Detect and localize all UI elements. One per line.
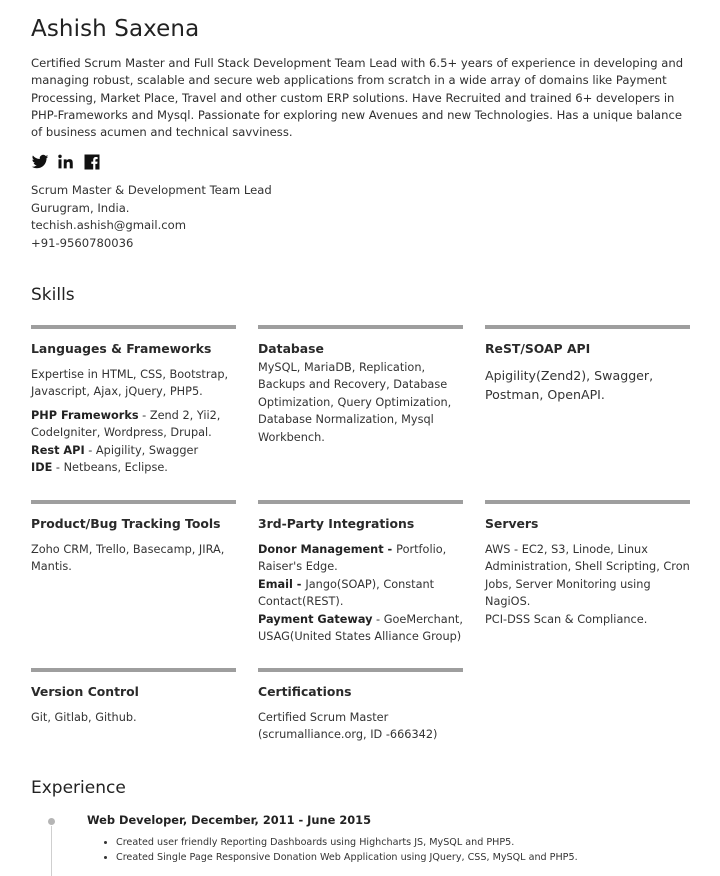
card-title: Languages & Frameworks <box>31 341 212 356</box>
timeline-dot <box>48 818 55 825</box>
list-item: • Created user friendly Reporting Dashboards using Highcharts JS, MySQL and PHP5. <box>116 836 578 851</box>
donor-management-line <box>258 541 463 576</box>
experience-role: Web Developer, December, 2011 - June 2015 <box>87 813 372 827</box>
card-body: MySQL, MariaDB, Replication, Backups and Recovery, Database Optimization, Query Optimization, Database Normalization, Mysql Workbench. <box>258 361 452 444</box>
card-body: Zoho CRM, Trello, Basecamp, JIRA, Mantis. <box>31 543 225 574</box>
skill-card-certifications <box>258 668 463 742</box>
facebook-icon[interactable] <box>83 153 101 171</box>
card-body: Git, Gitlab, Github. <box>31 711 137 724</box>
servers-compliance: PCI-DSS Scan & Compliance. <box>485 612 648 626</box>
job-title: Scrum Master & Development Team Lead <box>31 183 272 197</box>
card-body <box>485 541 690 628</box>
card-divider <box>258 500 463 504</box>
linkedin-icon[interactable] <box>57 153 75 171</box>
summary-text: Certified Scrum Master and Full Stack Development Team Lead with 6.5+ years of experience in developing and managing robust, scalable and secure web applications from scratch in a wide array of domains like Payment Processing, Market Place, Travel and other custom ERP solutions. Have Recruited and trained 6+ developers in PHP-Frameworks and Mysql. Passionate for exploring new Avenues and new Technologies. Has a unique balance of business acumen and technical savviness. <box>31 56 684 140</box>
experience-heading: Experience <box>31 778 126 798</box>
card-body <box>31 366 236 476</box>
email-line <box>258 576 463 611</box>
payment-value: - GoeMerchant, USAG(United States Alliance Group) <box>258 612 463 644</box>
card-title: ReST/SOAP API <box>485 341 591 356</box>
skill-card-api <box>485 325 690 402</box>
ide-label: IDE <box>31 461 53 475</box>
card-title: Certifications <box>258 684 352 699</box>
email-link[interactable]: techish.ashish@gmail.com <box>31 218 187 232</box>
experience-list <box>104 836 578 865</box>
php-frameworks-value: - Zend 2, Yii2, CodeIgniter, Wordpress, Drupal. <box>31 408 221 440</box>
skill-card-servers <box>485 500 690 626</box>
frameworks-group <box>31 407 236 477</box>
card-title: Version Control <box>31 684 139 699</box>
card-title: 3rd-Party Integrations <box>258 516 415 531</box>
email-label: Email - <box>258 577 306 591</box>
skill-card-integrations <box>258 500 463 644</box>
card-divider <box>258 325 463 329</box>
card-divider <box>31 325 236 329</box>
card-divider <box>485 325 690 329</box>
card-title: Database <box>258 341 324 356</box>
donor-value: Portfolio, Raiser's Edge. <box>258 543 447 574</box>
skills-heading: Skills <box>31 285 75 305</box>
social-links <box>31 153 101 171</box>
card-body <box>258 541 463 645</box>
list-item: • Created Single Page Responsive Donation Web Application using JQuery, CSS, MySQL and PHP5. <box>116 851 578 866</box>
card-body: Certified Scrum Master (scrumalliance.org, ID -666342) <box>258 711 438 742</box>
skill-card-tracking <box>31 500 236 574</box>
email-value: Jango(SOAP), Constant Contact(REST). <box>258 577 435 609</box>
card-divider <box>31 500 236 504</box>
card-body: Apigility(Zend2), Swagger, Postman, OpenAPI. <box>485 368 654 402</box>
card-divider <box>31 668 236 672</box>
donor-label: Donor Management - <box>258 543 397 556</box>
contact-block <box>31 182 272 252</box>
skill-card-version-control <box>31 668 236 724</box>
php-frameworks-label: PHP Frameworks <box>31 408 139 422</box>
servers-text: AWS - EC2, S3, Linode, Linux Administration, Shell Scripting, Cron Jobs, Server Monitoring using NagiOS. <box>485 543 690 609</box>
rest-api-value: - Apigility, Swagger <box>84 443 199 457</box>
card-divider <box>485 500 690 504</box>
location: Gurugram, India. <box>31 200 130 215</box>
phone-number: +91-9560780036 <box>31 235 134 250</box>
payment-label: Payment Gateway <box>258 612 373 626</box>
candidate-name: Ashish Saxena <box>31 16 200 42</box>
rest-api-label: Rest API <box>31 443 85 457</box>
timeline-line <box>51 826 52 876</box>
skill-card-languages <box>31 325 236 475</box>
payment-gateway-line <box>258 611 463 646</box>
card-title: Product/Bug Tracking Tools <box>31 516 221 531</box>
skill-card-database <box>258 325 463 444</box>
ide-value: - Netbeans, Eclipse. <box>52 461 168 475</box>
card-divider <box>258 668 463 672</box>
languages-intro: Expertise in HTML, CSS, Bootstrap, Javascript, Ajax, jQuery, PHP5. <box>31 368 229 399</box>
twitter-icon[interactable] <box>31 153 49 171</box>
card-title: Servers <box>485 516 539 531</box>
